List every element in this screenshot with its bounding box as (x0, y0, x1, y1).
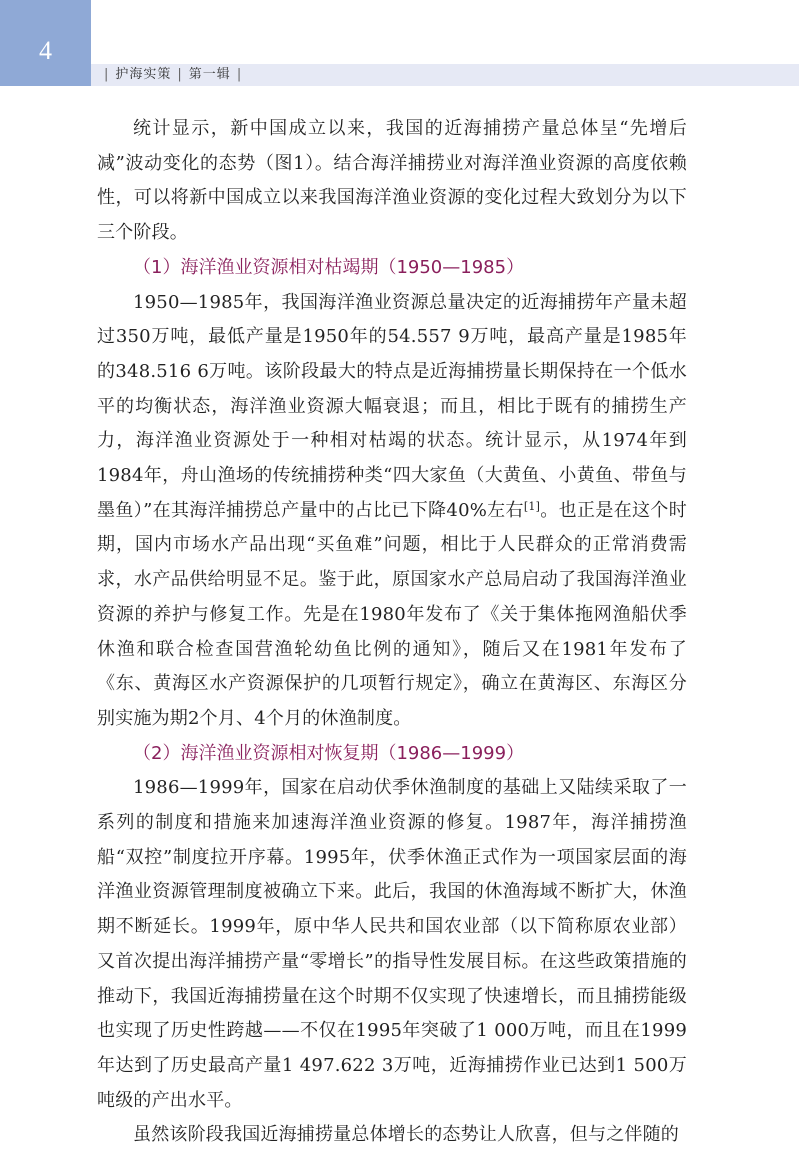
paragraph-intro: 统计显示，新中国成立以来，我国的近海捕捞产量总体呈“先增后减”波动变化的态势（图1）。结合海洋捕捞业对海洋渔业资源的高度依赖性，可以将新中国成立以来我国海洋渔业资源的变化过程大致划分为以下三个阶段。 (97, 118, 687, 244)
paragraph-continued: 虽然该阶段我国近海捕捞量总体增长的态势让人欣喜，但与之伴随的 (133, 1124, 679, 1146)
book-title: 护海实策 (115, 67, 172, 82)
body-text (97, 112, 687, 1153)
running-head (98, 65, 248, 85)
paragraph-period-2: 1986—1999年，国家在启动伏季休渔制度的基础上又陆续采取了一系列的制度和措施来加速海洋渔业资源的修复。1987年，海洋捕捞渔船“双控”制度拉开序幕。1995年，伏季休渔正式作为一项国家层面的海洋渔业资源管理制度被确立下来。此后，我国的休渔海域不断扩大，休渔期不断延长。1999年，原中华人民共和国农业部（以下简称原农业部）又首次提出海洋捕捞产量“零增长”的指导性发展目标。在这些政策措施的推动下，我国近海捕捞量在这个时期不仅实现了快速增长，而且捕捞能级也实现了历史性跨越——不仅在1995年突破了1 000万吨，而且在1999年达到了历史最高产量1 497.622 3万吨，近海捕捞作业已达到1 500万吨级的产出水平。 (97, 777, 687, 1111)
paragraph-text: 。也正是在这个时期，国内市场水产品出现“买鱼难”问题，相比于人民群众的正常消费需求，水产品供给明显不足。鉴于此，原国家水产总局启动了我国海洋渔业资源的养护与修复工作。先是在1980年发布了《关于集体拖网渔船伏季休渔和联合检查国营渔轮幼鱼比例的通知》，随后又在1981年发布了《东、黄海区水产资源保护的几项暂行规定》，确立在黄海区、东海区分别实施为期2个月、4个月的休渔制度。 (97, 499, 687, 729)
paragraph-text: 1950—1985年，我国海洋渔业资源总量决定的近海捕捞年产量未超过350万吨，最低产量是1950年的54.557 9万吨，最高产量是1985年的348.516 6万吨。该阶段最大的特点是近海捕捞量长期保持在一个低水平的均衡状态，海洋渔业资源大幅衰退；而且，相比于既有的捕捞生产力，海洋渔业资源处于一种相对枯竭的状态。统计显示，从1974年到1984年，舟山渔场的传统捕捞种类“四大家鱼（大黄鱼、小黄鱼、带鱼与墨鱼）”在其海洋捕捞总产量中的占比已下降40%左右 (97, 291, 687, 521)
page-number: 4 (39, 36, 52, 65)
separator: | (104, 67, 110, 82)
separator: | (177, 67, 183, 82)
paragraph-period-1 (97, 286, 687, 737)
separator: | (236, 67, 243, 82)
section-heading-2: （2）海洋渔业资源相对恢复期（1986—1999） (133, 742, 525, 764)
section-heading-1: （1）海洋渔业资源相对枯竭期（1950—1985） (133, 256, 525, 278)
volume-label: 第一辑 (188, 67, 231, 82)
citation-ref: [1] (523, 499, 541, 513)
